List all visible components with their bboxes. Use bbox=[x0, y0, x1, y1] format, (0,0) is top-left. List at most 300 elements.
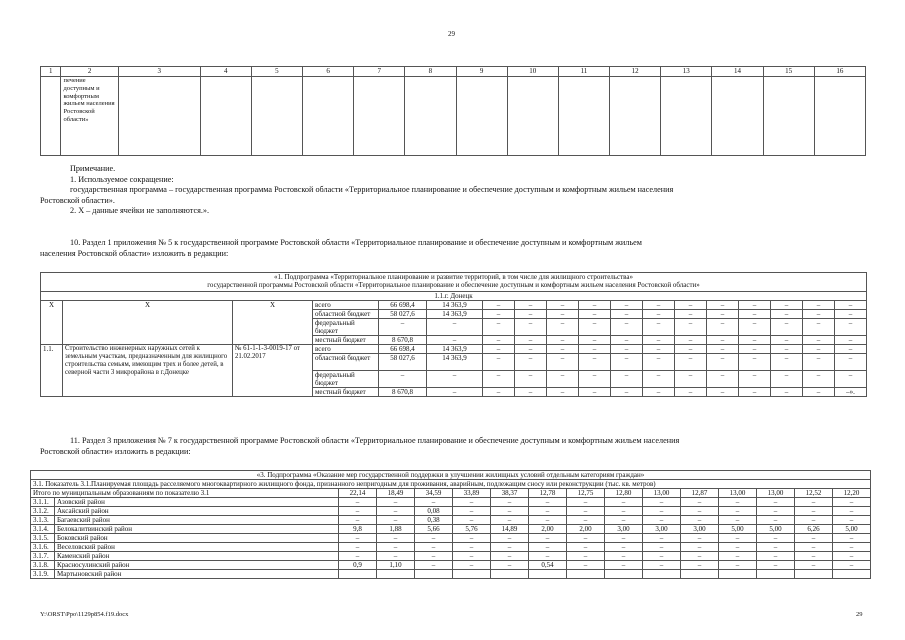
value-cell: – bbox=[339, 534, 377, 543]
value-cell: 66 698,4 bbox=[379, 301, 427, 310]
value-cell: – bbox=[579, 354, 611, 371]
value-cell: – bbox=[739, 345, 771, 354]
value-cell: – bbox=[491, 498, 529, 507]
value-cell: – bbox=[605, 516, 643, 525]
value-cell: – bbox=[605, 498, 643, 507]
value-cell: – bbox=[643, 310, 675, 319]
value-cell: – bbox=[427, 371, 483, 388]
table-header bbox=[41, 273, 867, 292]
district-name: Мартыновский район bbox=[55, 570, 339, 579]
row-number: 3.1.5. bbox=[31, 534, 55, 543]
row-number: 3.1.6. bbox=[31, 543, 55, 552]
value-cell: – bbox=[483, 319, 515, 336]
column-number: 11 bbox=[558, 67, 609, 77]
value-cell: – bbox=[377, 534, 415, 543]
value-cell: – bbox=[483, 345, 515, 354]
value-cell: – bbox=[611, 371, 643, 388]
column-number: 1 bbox=[41, 67, 61, 77]
value-cell: – bbox=[491, 552, 529, 561]
value-cell: – bbox=[605, 561, 643, 570]
budget-label: всего bbox=[313, 301, 379, 310]
column-number-row bbox=[41, 67, 866, 77]
value-cell: – bbox=[643, 336, 675, 345]
value-cell: – bbox=[415, 552, 453, 561]
value-cell: – bbox=[515, 371, 547, 388]
district-name: Каменский район bbox=[55, 552, 339, 561]
value-cell bbox=[491, 570, 529, 579]
value-cell: – bbox=[739, 319, 771, 336]
value-cell: 5,00 bbox=[719, 525, 757, 534]
value-cell: – bbox=[339, 552, 377, 561]
value-cell: 5,00 bbox=[757, 525, 795, 534]
column-number: 6 bbox=[303, 67, 354, 77]
value-cell: – bbox=[681, 561, 719, 570]
column-number: 7 bbox=[354, 67, 405, 77]
note-line: государственная программа – государственная программа Ростовской области «Территориальное планирование и обеспечение доступным и комфортным жильем населения bbox=[70, 185, 674, 194]
value-cell: 3,00 bbox=[605, 525, 643, 534]
paragraph-line: населения Ростовской области» изложить в редакции: bbox=[40, 248, 229, 258]
district-row bbox=[31, 525, 871, 534]
value-cell: – bbox=[675, 388, 707, 397]
value-cell bbox=[377, 570, 415, 579]
page-number-bottom: 29 bbox=[856, 611, 863, 618]
value-cell: – bbox=[547, 354, 579, 371]
value-cell: – bbox=[795, 498, 833, 507]
value-cell: – bbox=[757, 543, 795, 552]
value-cell: – bbox=[547, 388, 579, 397]
value-cell: – bbox=[453, 516, 491, 525]
column-number: 15 bbox=[763, 67, 814, 77]
paragraph-line: 11. Раздел 3 приложения № 7 к государственной программе Ростовской области «Территориальное планирование и обеспечение доступным и комфортным жильем населения bbox=[70, 436, 680, 445]
note-line: 2. Х – данные ячейки не заполняются.». bbox=[70, 206, 210, 215]
value-cell: 33,89 bbox=[453, 489, 491, 498]
value-cell: – bbox=[491, 516, 529, 525]
value-cell: – bbox=[643, 354, 675, 371]
value-cell: – bbox=[707, 345, 739, 354]
value-cell: – bbox=[771, 336, 803, 345]
value-cell: – bbox=[771, 319, 803, 336]
district-name: Багаевский район bbox=[55, 516, 339, 525]
value-cell: – bbox=[453, 534, 491, 543]
value-cell: – bbox=[483, 354, 515, 371]
x-cell: Х bbox=[63, 301, 233, 345]
value-cell: – bbox=[643, 301, 675, 310]
value-cell: – bbox=[643, 534, 681, 543]
paragraph-line: 10. Раздел 1 приложения № 5 к государственной программе Ростовской области «Территориальное планирование и обеспечение доступным и комфортным жильем bbox=[70, 238, 642, 247]
value-cell: – bbox=[643, 371, 675, 388]
x-cell: Х bbox=[41, 301, 63, 345]
value-cell bbox=[795, 570, 833, 579]
value-cell: – bbox=[379, 371, 427, 388]
value-cell: – bbox=[453, 498, 491, 507]
value-cell: – bbox=[803, 310, 835, 319]
value-cell: – bbox=[757, 498, 795, 507]
value-cell: 12,87 bbox=[681, 489, 719, 498]
value-cell: – bbox=[579, 345, 611, 354]
value-cell: – bbox=[611, 354, 643, 371]
value-cell: – bbox=[803, 319, 835, 336]
value-cell: 12,20 bbox=[833, 489, 871, 498]
value-cell: – bbox=[643, 552, 681, 561]
value-cell: – bbox=[681, 507, 719, 516]
value-cell: 1,88 bbox=[377, 525, 415, 534]
value-cell: – bbox=[567, 543, 605, 552]
value-cell: – bbox=[515, 336, 547, 345]
value-cell: – bbox=[415, 534, 453, 543]
value-cell: – bbox=[547, 345, 579, 354]
district-name: Аксайский район bbox=[55, 507, 339, 516]
value-cell: – bbox=[339, 543, 377, 552]
value-cell: – bbox=[515, 310, 547, 319]
budget-label: всего bbox=[313, 345, 379, 354]
value-cell: 0,54 bbox=[529, 561, 567, 570]
value-cell: 3,00 bbox=[681, 525, 719, 534]
row-number: 3.1.9. bbox=[31, 570, 55, 579]
value-cell: – bbox=[739, 371, 771, 388]
column-number: 10 bbox=[507, 67, 558, 77]
value-cell: – bbox=[681, 552, 719, 561]
value-cell: – bbox=[795, 516, 833, 525]
value-cell: – bbox=[757, 507, 795, 516]
budget-label: местный бюджет bbox=[313, 388, 379, 397]
row-number: 3.1.1. bbox=[31, 498, 55, 507]
column-number: 8 bbox=[405, 67, 456, 77]
indicator-header: 3.1. Показатель 3.1.Планируемая площадь расселяемого многоквартирного жилищного фонда, признанного непригодным для проживания, аварийным, подлежащим сносу или реконструкции (тыс. кв. метров) bbox=[31, 480, 871, 489]
subprogram-3-table bbox=[30, 470, 871, 579]
value-cell: – bbox=[567, 498, 605, 507]
value-cell: – bbox=[377, 507, 415, 516]
value-cell: – bbox=[547, 371, 579, 388]
row-number: 3.1.2. bbox=[31, 507, 55, 516]
value-cell: 2,00 bbox=[529, 525, 567, 534]
value-cell: – bbox=[771, 371, 803, 388]
row-number: 3.1.8. bbox=[31, 561, 55, 570]
value-cell: 14 363,9 bbox=[427, 301, 483, 310]
value-cell: – bbox=[547, 336, 579, 345]
value-cell: – bbox=[771, 345, 803, 354]
value-cell: – bbox=[757, 552, 795, 561]
value-cell: – bbox=[707, 319, 739, 336]
value-cell: – bbox=[707, 354, 739, 371]
value-cell: – bbox=[567, 534, 605, 543]
value-cell bbox=[529, 570, 567, 579]
note-block bbox=[40, 164, 866, 217]
district-row bbox=[31, 498, 871, 507]
value-cell: – bbox=[675, 301, 707, 310]
value-cell: – bbox=[605, 534, 643, 543]
value-cell: – bbox=[547, 319, 579, 336]
budget-label: федеральный бюджет bbox=[313, 371, 379, 388]
value-cell: 14 363,9 bbox=[427, 354, 483, 371]
value-cell: – bbox=[567, 561, 605, 570]
value-cell: – bbox=[643, 498, 681, 507]
value-cell: – bbox=[719, 498, 757, 507]
value-cell: 0,08 bbox=[415, 507, 453, 516]
value-cell: – bbox=[707, 310, 739, 319]
value-cell: – bbox=[515, 354, 547, 371]
paragraph-11 bbox=[40, 436, 866, 457]
value-cell: – bbox=[529, 534, 567, 543]
value-cell: 22,14 bbox=[339, 489, 377, 498]
value-cell: – bbox=[483, 388, 515, 397]
value-cell: – bbox=[415, 543, 453, 552]
value-cell: – bbox=[803, 354, 835, 371]
value-cell: –». bbox=[835, 388, 867, 397]
value-cell: – bbox=[579, 388, 611, 397]
value-cell: – bbox=[795, 534, 833, 543]
value-cell bbox=[567, 570, 605, 579]
value-cell: 5,76 bbox=[453, 525, 491, 534]
value-cell: – bbox=[483, 371, 515, 388]
district-row bbox=[31, 561, 871, 570]
note-line: Ростовской области». bbox=[40, 195, 115, 205]
value-cell bbox=[719, 570, 757, 579]
value-cell: – bbox=[529, 507, 567, 516]
value-cell: – bbox=[707, 388, 739, 397]
value-cell: – bbox=[707, 371, 739, 388]
value-cell: – bbox=[483, 310, 515, 319]
value-cell: 0,38 bbox=[415, 516, 453, 525]
value-cell: – bbox=[427, 319, 483, 336]
value-cell: – bbox=[719, 561, 757, 570]
value-cell: – bbox=[453, 507, 491, 516]
value-cell: 5,00 bbox=[833, 525, 871, 534]
total-row bbox=[31, 489, 871, 498]
district-row bbox=[31, 516, 871, 525]
district-name: Азовский район bbox=[55, 498, 339, 507]
value-cell: – bbox=[515, 345, 547, 354]
value-cell: 12,80 bbox=[605, 489, 643, 498]
value-cell: – bbox=[835, 354, 867, 371]
value-cell: – bbox=[643, 345, 675, 354]
value-cell: – bbox=[377, 552, 415, 561]
row-number: 3.1.7. bbox=[31, 552, 55, 561]
value-cell bbox=[453, 570, 491, 579]
value-cell bbox=[415, 570, 453, 579]
value-cell: – bbox=[835, 336, 867, 345]
value-cell bbox=[339, 570, 377, 579]
subprogram-1-table bbox=[40, 272, 867, 397]
value-cell: 14,89 bbox=[491, 525, 529, 534]
value-cell: – bbox=[757, 561, 795, 570]
value-cell: – bbox=[739, 310, 771, 319]
row-text: печение доступным и комфортным жильем населения Ростовской области» bbox=[61, 77, 118, 156]
value-cell: – bbox=[739, 336, 771, 345]
column-number: 3 bbox=[118, 67, 200, 77]
header-line: государственной программы Ростовской области «Территориальное планирование и обеспечение доступным и комфортным жильем населения Ростовской области» bbox=[207, 281, 700, 289]
value-cell: – bbox=[547, 301, 579, 310]
value-cell: – bbox=[739, 301, 771, 310]
value-cell: – bbox=[681, 516, 719, 525]
district-name: Белокалитвинский район bbox=[55, 525, 339, 534]
value-cell: – bbox=[377, 516, 415, 525]
city-header: 1.1.г. Донецк bbox=[41, 292, 867, 301]
value-cell: – bbox=[415, 498, 453, 507]
value-cell: – bbox=[681, 534, 719, 543]
value-cell: – bbox=[771, 310, 803, 319]
column-number: 14 bbox=[712, 67, 763, 77]
value-cell: – bbox=[377, 498, 415, 507]
value-cell: 34,59 bbox=[415, 489, 453, 498]
value-cell bbox=[605, 570, 643, 579]
value-cell: – bbox=[675, 371, 707, 388]
value-cell: – bbox=[547, 310, 579, 319]
paragraph-line: Ростовской области» изложить в редакции: bbox=[40, 446, 191, 456]
table-row bbox=[41, 301, 867, 310]
header-line: «1. Подпрограмма «Территориальное планирование и развитие территорий, в том числе для жилищного строительства» bbox=[274, 273, 633, 281]
value-cell bbox=[757, 570, 795, 579]
table-row bbox=[41, 77, 866, 156]
value-cell: – bbox=[529, 552, 567, 561]
value-cell: – bbox=[611, 345, 643, 354]
item-number: 1.1. bbox=[41, 345, 63, 397]
value-cell: – bbox=[833, 561, 871, 570]
value-cell: 3,00 bbox=[643, 525, 681, 534]
value-cell: 13,00 bbox=[643, 489, 681, 498]
value-cell: – bbox=[833, 498, 871, 507]
value-cell: – bbox=[491, 561, 529, 570]
value-cell: – bbox=[833, 507, 871, 516]
district-name: Веселовский район bbox=[55, 543, 339, 552]
item-description: Строительство инженерных наружных сетей к земельным участкам, предназначенным для жилищного строительства семьям, имеющим трех и более детей, в северной части 3 микрорайона в г.Донецке bbox=[63, 345, 233, 397]
value-cell: – bbox=[453, 543, 491, 552]
paragraph-10 bbox=[40, 238, 866, 259]
value-cell: – bbox=[579, 319, 611, 336]
value-cell: – bbox=[491, 534, 529, 543]
value-cell: 6,26 bbox=[795, 525, 833, 534]
value-cell: – bbox=[643, 543, 681, 552]
column-number: 13 bbox=[661, 67, 712, 77]
value-cell: – bbox=[611, 336, 643, 345]
note-line: 1. Используемое сокращение: bbox=[70, 174, 174, 184]
value-cell: – bbox=[643, 388, 675, 397]
column-number: 9 bbox=[456, 67, 507, 77]
item-document: № 61-1-1-3-0019-17 от 21.02.2017 bbox=[233, 345, 313, 397]
value-cell: – bbox=[707, 301, 739, 310]
value-cell: – bbox=[567, 552, 605, 561]
value-cell: – bbox=[675, 336, 707, 345]
value-cell: – bbox=[803, 336, 835, 345]
value-cell: – bbox=[605, 543, 643, 552]
value-cell: – bbox=[833, 543, 871, 552]
column-number: 2 bbox=[61, 67, 118, 77]
value-cell: 2,00 bbox=[567, 525, 605, 534]
value-cell: – bbox=[453, 552, 491, 561]
column-number: 4 bbox=[200, 67, 251, 77]
row-number: 3.1.3. bbox=[31, 516, 55, 525]
value-cell: – bbox=[415, 561, 453, 570]
value-cell: – bbox=[835, 301, 867, 310]
value-cell: – bbox=[795, 543, 833, 552]
value-cell: – bbox=[795, 552, 833, 561]
value-cell: – bbox=[529, 498, 567, 507]
value-cell: – bbox=[719, 552, 757, 561]
value-cell: – bbox=[643, 319, 675, 336]
value-cell: 5,66 bbox=[415, 525, 453, 534]
value-cell: – bbox=[377, 543, 415, 552]
value-cell: – bbox=[833, 552, 871, 561]
value-cell: 0,9 bbox=[339, 561, 377, 570]
value-cell: – bbox=[757, 534, 795, 543]
value-cell bbox=[681, 570, 719, 579]
value-cell: 1,10 bbox=[377, 561, 415, 570]
column-number: 12 bbox=[610, 67, 661, 77]
value-cell: – bbox=[611, 319, 643, 336]
value-cell: 58 027,6 bbox=[379, 354, 427, 371]
value-cell: – bbox=[833, 534, 871, 543]
value-cell: – bbox=[491, 507, 529, 516]
column-number: 5 bbox=[251, 67, 302, 77]
value-cell: – bbox=[675, 345, 707, 354]
value-cell: – bbox=[795, 561, 833, 570]
district-name: Боковский район bbox=[55, 534, 339, 543]
budget-label: федеральный бюджет bbox=[313, 319, 379, 336]
note-title: Примечание. bbox=[70, 164, 116, 173]
value-cell: – bbox=[757, 516, 795, 525]
value-cell: 58 027,6 bbox=[379, 310, 427, 319]
table-header: «3. Подпрограмма «Оказание мер государственной поддержки в улучшении жилищных условий отдельным категориям граждан» bbox=[31, 471, 871, 480]
value-cell: – bbox=[835, 310, 867, 319]
table-row bbox=[41, 345, 867, 354]
value-cell bbox=[833, 570, 871, 579]
value-cell: – bbox=[803, 388, 835, 397]
page-number-top: 29 bbox=[448, 30, 455, 38]
value-cell: – bbox=[515, 301, 547, 310]
value-cell: – bbox=[771, 388, 803, 397]
budget-label: местный бюджет bbox=[313, 336, 379, 345]
value-cell: – bbox=[719, 534, 757, 543]
district-name: Красносулинский район bbox=[55, 561, 339, 570]
value-cell: – bbox=[605, 507, 643, 516]
total-label: Итого по муниципальным образованиям по показателю 3.1 bbox=[31, 489, 339, 498]
value-cell: 14 363,9 bbox=[427, 345, 483, 354]
district-row bbox=[31, 543, 871, 552]
column-number: 16 bbox=[814, 67, 865, 77]
value-cell: 66 698,4 bbox=[379, 345, 427, 354]
budget-label: областной бюджет bbox=[313, 310, 379, 319]
value-cell: – bbox=[803, 301, 835, 310]
footer-path: Y:\ORST\Ppo\1129p854.f19.docx bbox=[40, 611, 129, 618]
continuation-table bbox=[40, 66, 866, 156]
value-cell: – bbox=[379, 319, 427, 336]
value-cell: – bbox=[491, 543, 529, 552]
value-cell: – bbox=[835, 371, 867, 388]
value-cell: – bbox=[579, 310, 611, 319]
value-cell: – bbox=[739, 388, 771, 397]
district-row bbox=[31, 534, 871, 543]
x-cell: Х bbox=[233, 301, 313, 345]
value-cell: – bbox=[529, 516, 567, 525]
value-cell: – bbox=[681, 543, 719, 552]
district-row bbox=[31, 570, 871, 579]
value-cell: 12,52 bbox=[795, 489, 833, 498]
value-cell: – bbox=[681, 498, 719, 507]
value-cell: – bbox=[719, 507, 757, 516]
value-cell: 8 670,8 bbox=[379, 388, 427, 397]
value-cell: – bbox=[675, 310, 707, 319]
value-cell: – bbox=[803, 371, 835, 388]
value-cell: – bbox=[719, 516, 757, 525]
value-cell: – bbox=[339, 507, 377, 516]
value-cell: – bbox=[643, 507, 681, 516]
value-cell: 8 670,8 bbox=[379, 336, 427, 345]
value-cell: 12,78 bbox=[529, 489, 567, 498]
value-cell: – bbox=[771, 301, 803, 310]
value-cell: – bbox=[739, 354, 771, 371]
value-cell: – bbox=[515, 319, 547, 336]
value-cell: – bbox=[675, 354, 707, 371]
value-cell: – bbox=[611, 388, 643, 397]
